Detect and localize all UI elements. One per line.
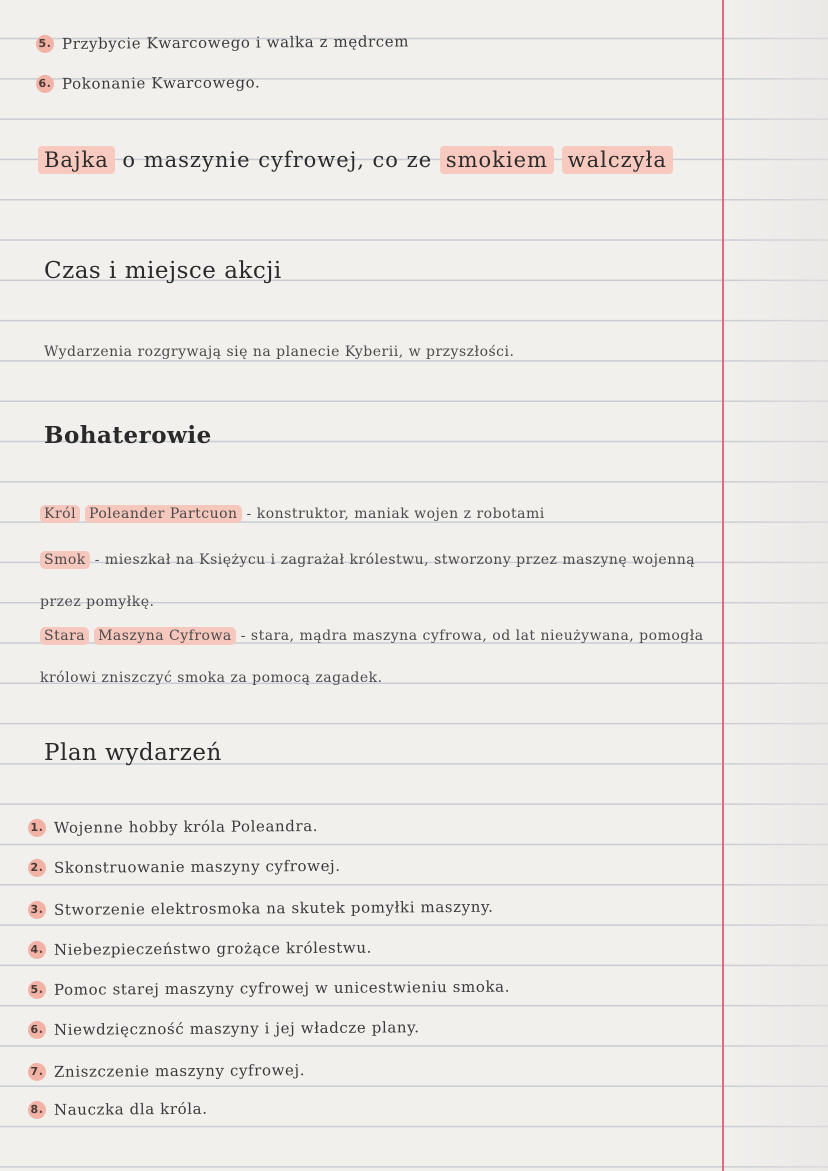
hero-line-3-cont: królowi zniszczyć smoka za pomocą zagadek. <box>40 670 383 686</box>
hero-line-2-cont: przez pomyłkę. <box>40 594 155 610</box>
list-item-text: Pokonanie Kwarcowego. <box>61 73 261 93</box>
number-badge: 5. <box>28 981 46 999</box>
section-heading-heroes: Bohaterowie <box>44 422 212 449</box>
number-badge: 7. <box>28 1063 46 1081</box>
hero-line-3 <box>40 628 704 644</box>
plan-item-text: Nauczka dla króla. <box>53 1099 208 1119</box>
number-badge: 1. <box>28 819 46 837</box>
hero-line-2 <box>40 552 695 568</box>
number-badge: 8. <box>28 1101 46 1119</box>
section-heading-plan: Plan wydarzeń <box>44 740 222 766</box>
plan-item-text: Niewdzięczność maszyny i jej władcze plany. <box>53 1018 420 1039</box>
plan-item-text: Pomoc starej maszyny cyfrowej w unicestwieniu smoka. <box>53 977 511 999</box>
hero-name-highlight: Maszyna Cyfrowa <box>94 627 236 645</box>
number-badge: 3. <box>28 901 46 919</box>
number-badge: 5. <box>36 35 54 53</box>
title-highlight-2: smokiem <box>440 146 554 174</box>
hero-description: - stara, mądra maszyna cyfrowa, od lat nieużywana, pomogła <box>235 628 704 644</box>
plan-item-text: Skonstruowanie maszyny cyfrowej. <box>53 856 341 877</box>
hero-name-highlight: Smok <box>40 551 90 569</box>
plan-item-text: Stworzenie elektrosmoka na skutek pomyłki maszyny. <box>53 897 494 919</box>
hero-name-highlight: Stara <box>40 627 89 645</box>
list-item-text: Przybycie Kwarcowego i walka z mędrcem <box>61 32 410 53</box>
page-edge-shade <box>723 0 828 1171</box>
plan-item-text: Niebezpieczeństwo grożące królestwu. <box>53 938 372 959</box>
hero-description: - konstruktor, maniak wojen z robotami <box>241 506 545 522</box>
plan-item <box>28 1017 420 1039</box>
plan-item <box>28 816 318 837</box>
plan-item <box>28 856 341 877</box>
plan-item <box>28 1060 305 1081</box>
number-badge: 6. <box>36 75 54 93</box>
number-badge: 2. <box>28 859 46 877</box>
plan-item-text: Wojenne hobby króla Poleandra. <box>53 816 319 837</box>
list-item <box>36 72 261 93</box>
list-item <box>36 31 409 53</box>
number-badge: 6. <box>28 1021 46 1039</box>
plan-item <box>28 897 494 919</box>
plan-item <box>28 977 510 999</box>
plan-item-text: Zniszczenie maszyny cyfrowej. <box>53 1061 306 1081</box>
section-text-time: Wydarzenia rozgrywają się na planecie Kyberii, w przyszłości. <box>44 344 515 360</box>
plan-item <box>28 938 372 959</box>
number-badge: 4. <box>28 941 46 959</box>
hero-name-highlight: Król <box>40 505 80 523</box>
hero-line-1 <box>40 506 545 522</box>
plan-item <box>28 1099 208 1119</box>
page-title <box>38 148 673 172</box>
hero-name-highlight: Poleander Partcuon <box>85 505 242 523</box>
section-heading-time: Czas i miejsce akcji <box>44 258 282 284</box>
title-highlight-1: Bajka <box>38 146 115 174</box>
title-middle: o maszynie cyfrowej, co ze <box>122 148 433 172</box>
title-highlight-3: walczyła <box>562 146 673 174</box>
hero-description: - mieszkał na Księżycu i zagrażał królestwu, stworzony przez maszynę wojenną <box>89 552 696 568</box>
